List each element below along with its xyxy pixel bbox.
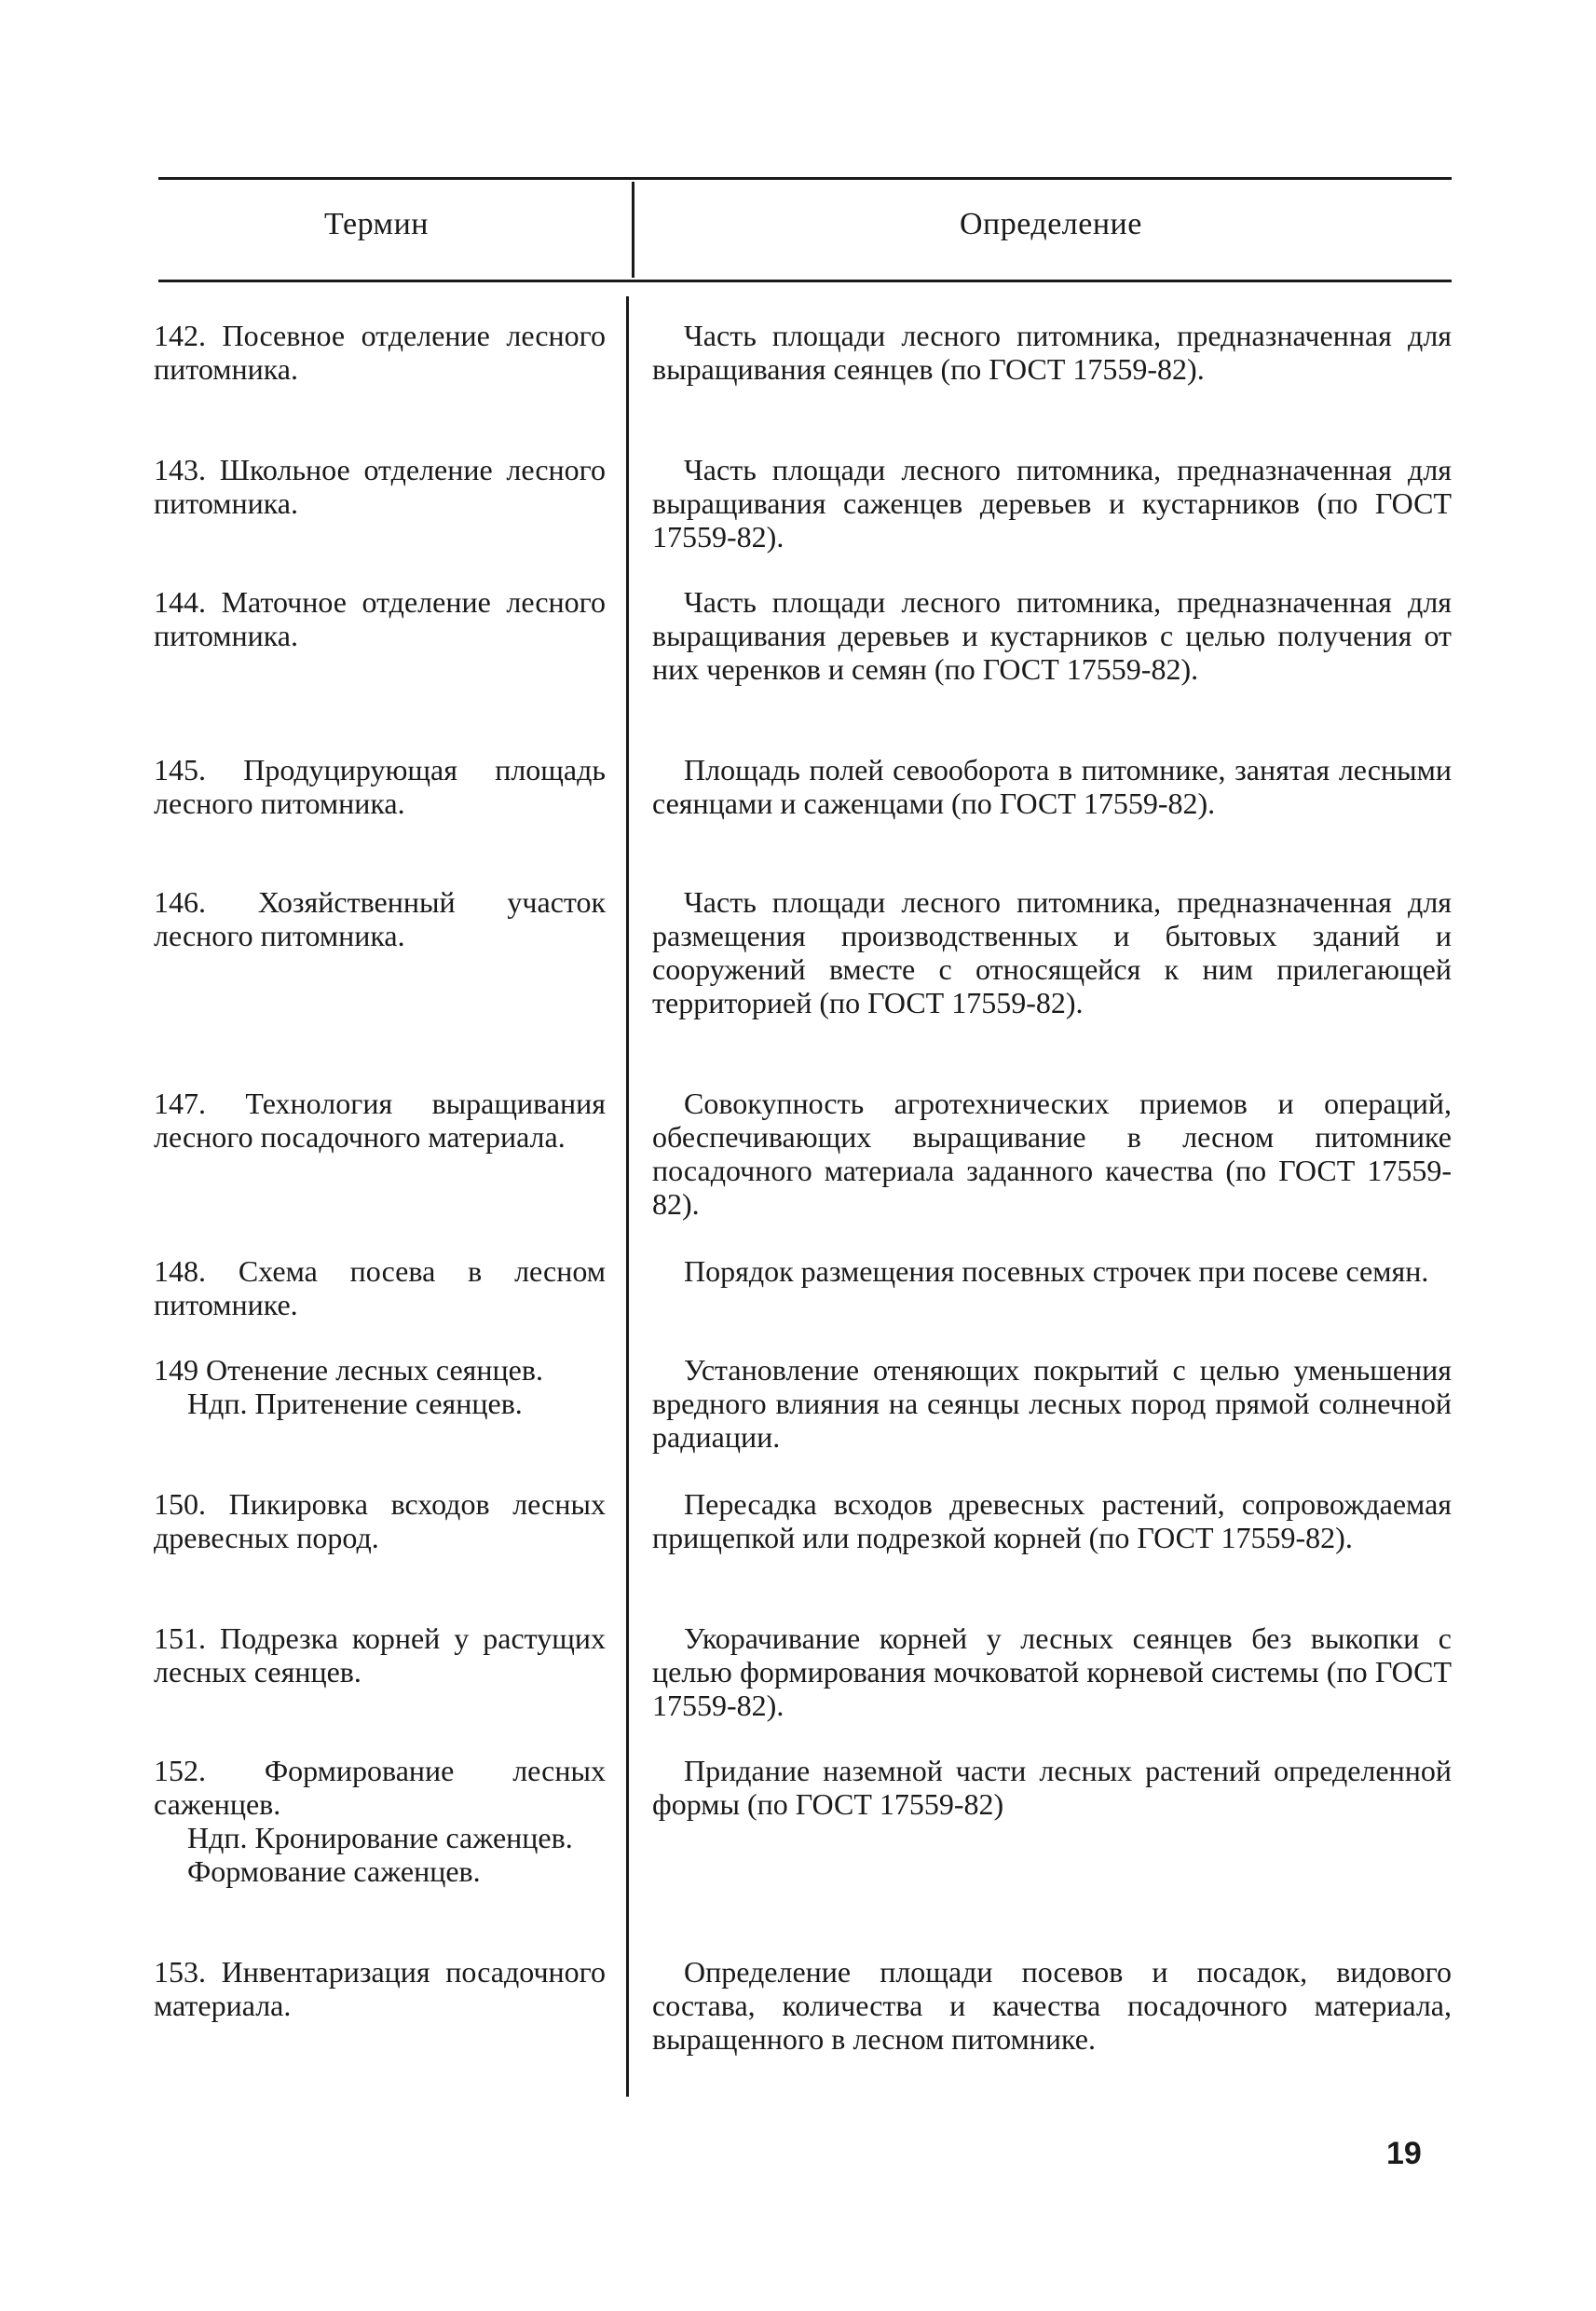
definition-cell: Часть площади лесного питомника, предназначенная для размещения производственных и бытовых зданий и сооружений вместе с относящейся к ним прилегающей территорией (по ГОСТ 17559-82). [652,885,1452,1019]
term-text: 150. Пикировка всходов лесных древесных пород. [154,1487,606,1554]
definition-cell: Пересадка всходов древесных растений, сопровождаемая прищепкой или подрезкой корней (по ГОСТ 17559-82). [652,1487,1452,1554]
term-cell [154,1254,606,1321]
non-recommended-synonym: Ндп. Притенение сеянцев. [187,1387,523,1420]
term-text: 143. Школьное отделение лесного питомника. [154,453,606,520]
term-cell [154,1621,606,1689]
definition-cell: Часть площади лесного питомника, предназначенная для выращивания сеянцев (по ГОСТ 17559-82). [652,319,1452,386]
column-header-term: Термин [324,207,429,241]
term-text: 151. Подрезка корней у растущих лесных сеянцев. [154,1621,606,1689]
term-text: 153. Инвентаризация посадочного материала. [154,1955,606,2022]
definition-cell: Часть площади лесного питомника, предназначенная для выращивания деревьев и кустарников с целью получения от них черенков и семян (по ГОСТ 17559-82). [652,585,1452,686]
table-header-rule [158,280,1452,282]
column-header-definition: Определение [960,207,1142,241]
non-recommended-synonym: Ндп. Кронирование саженцев. [187,1821,573,1854]
term-cell [154,1087,606,1154]
page-number: 19 [1386,2136,1422,2171]
header-column-divider [632,182,634,278]
body-column-divider [626,296,629,2097]
definition-cell: Часть площади лесного питомника, предназначенная для выращивания саженцев деревьев и кустарников (по ГОСТ 17559-82). [652,453,1452,554]
term-cell [154,885,606,952]
term-text: 149 Отенение лесных сеянцев. [154,1353,543,1387]
term-text: 148. Схема посева в лесном питомнике. [154,1254,606,1321]
definition-cell: Определение площади посевов и посадок, видового состава, количества и качества посадочного материала, выращенного в лесном питомнике. [652,1955,1452,2056]
term-cell [154,1754,606,1888]
term-cell [154,585,606,652]
non-recommended-synonym: Формование саженцев. [187,1854,481,1888]
definition-cell: Совокупность агротехнических приемов и операций, обеспечивающих выращивание в лесном питомнике посадочного материала заданного качества (по ГОСТ 17559-82). [652,1087,1452,1221]
definition-cell: Придание наземной части лесных растений определенной формы (по ГОСТ 17559-82) [652,1754,1452,1821]
term-cell [154,1487,606,1554]
term-text: 145. Продуцирующая площадь лесного питомника. [154,753,606,820]
term-text: 152. Формирование лесных саженцев. [154,1754,606,1821]
term-text: 147. Технология выращивания лесного посадочного материала. [154,1087,606,1154]
table-top-rule [158,177,1452,180]
definition-cell: Установление отеняющих покрытий с целью уменьшения вредного влияния на сеянцы лесных пород прямой солнечной радиации. [652,1353,1452,1454]
term-cell [154,1955,606,2022]
term-cell [154,753,606,820]
term-cell [154,319,606,386]
definition-cell: Площадь полей севооборота в питомнике, занятая лесными сеянцами и саженцами (по ГОСТ 17559-82). [652,753,1452,820]
term-cell [154,453,606,520]
term-text: 142. Посевное отделение лесного питомника. [154,319,606,386]
term-text: 146. Хозяйственный участок лесного питомника. [154,885,606,952]
term-cell [154,1353,606,1420]
definition-cell: Укорачивание корней у лесных сеянцев без выкопки с целью формирования мочковатой корневой системы (по ГОСТ 17559-82). [652,1621,1452,1722]
definition-cell: Порядок размещения посевных строчек при посеве семян. [684,1254,1429,1288]
term-text: 144. Маточное отделение лесного питомника. [154,585,606,652]
